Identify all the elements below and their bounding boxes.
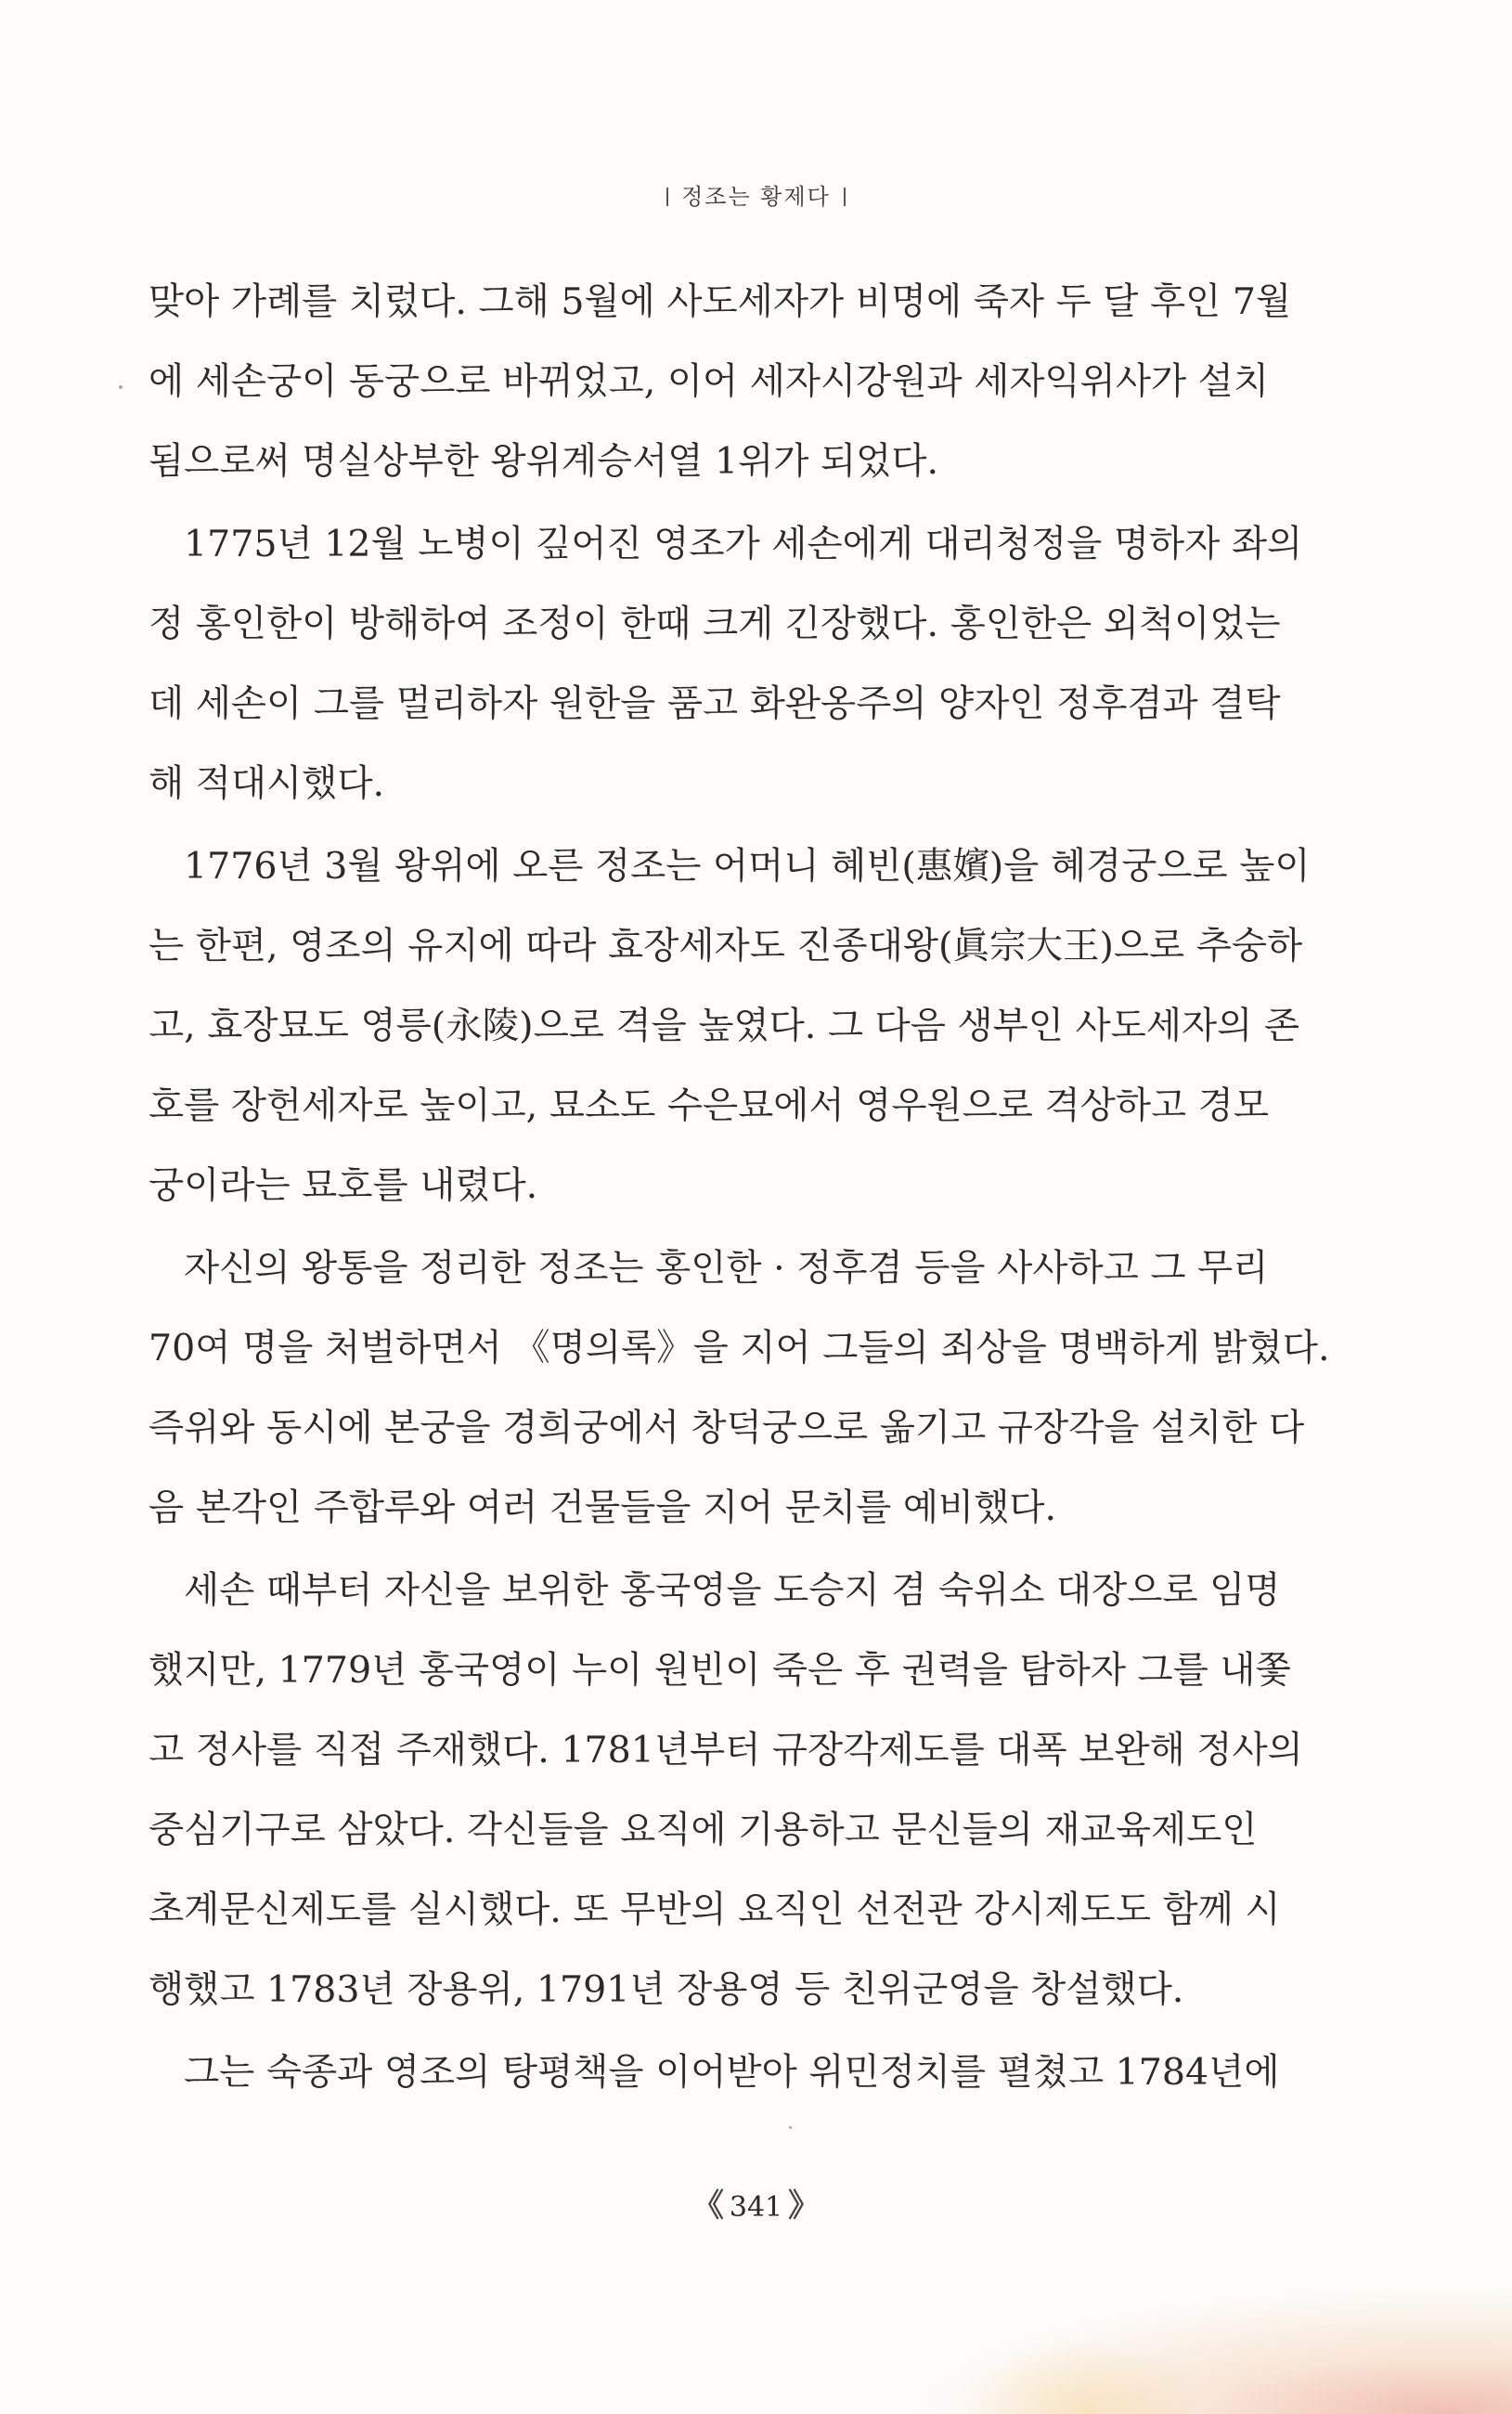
text-line: 했지만, 1779년 홍국영이 누이 원빈이 죽은 후 권력을 탐하자 그를 내쫓 bbox=[149, 1649, 1291, 1692]
text-line: 정 홍인한이 방해하여 조정이 한때 크게 긴장했다. 홍인한은 외척이었는 bbox=[149, 603, 1281, 645]
paragraph bbox=[149, 504, 1303, 824]
running-head-left-bar bbox=[666, 188, 668, 206]
paragraph bbox=[149, 1551, 1303, 2030]
text-line: 초계문신제도를 실시했다. 또 무반의 요직인 선전관 강시제도도 함께 시 bbox=[149, 1888, 1281, 1931]
text-line: 그는 숙종과 영조의 탕평책을 이어받아 위민정치를 펼쳤고 1784년에 bbox=[184, 2051, 1280, 2094]
text-line: 1775년 12월 노병이 깊어진 영조가 세손에게 대리청정을 명하자 좌의 bbox=[184, 523, 1303, 565]
folio-right-ornament: 》 bbox=[788, 2187, 821, 2225]
text-line: 해 적대시했다. bbox=[149, 762, 385, 805]
text-line: 자신의 왕통을 정리한 정조는 홍인한 · 정후겸 등을 사사하고 그 무리 bbox=[184, 1247, 1269, 1290]
scan-speck bbox=[119, 385, 123, 389]
text-line: 에 세손궁이 동궁으로 바뀌었고, 이어 세자시강원과 세자익위사가 설치 bbox=[149, 360, 1270, 403]
folio-left-ornament: 《 bbox=[691, 2187, 724, 2225]
running-head-title: 정조는 황제다 bbox=[681, 184, 831, 210]
text-line: 는 한편, 영조의 유지에 따라 효장세자도 진종대왕(眞宗大王)으로 추숭하 bbox=[149, 925, 1303, 967]
text-line: 됨으로써 명실상부한 왕위계승서열 1위가 되었다. bbox=[149, 440, 939, 483]
text-line: 중심기구로 삼았다. 각신들을 요직에 기용하고 문신들의 재교육제도인 bbox=[149, 1809, 1258, 1851]
body-text bbox=[149, 262, 1330, 2112]
text-line: 세손 때부터 자신을 보위한 홍국영을 도승지 겸 숙위소 대장으로 임명 bbox=[184, 1569, 1281, 1612]
page-number-text: 341 bbox=[729, 2191, 783, 2224]
text-line: 행했고 1783년 장용위, 1791년 장용영 등 친위군영을 창설했다. bbox=[149, 1968, 1184, 2011]
text-line: 맞아 가례를 치렀다. 그해 5월에 사도세자가 비명에 죽자 두 달 후인 7월 bbox=[149, 280, 1292, 323]
text-line: 70여 명을 처벌하면서 《명의록》을 지어 그들의 죄상을 명백하게 밝혔다. bbox=[149, 1327, 1330, 1369]
text-line: 데 세손이 그를 멀리하자 원한을 품고 화완옹주의 양자인 정후겸과 결탁 bbox=[149, 682, 1281, 725]
paragraph bbox=[149, 2032, 1280, 2112]
text-line: 음 본각인 주합루와 여러 건물들을 지어 문치를 예비했다. bbox=[149, 1486, 1057, 1529]
scan-speck bbox=[789, 2126, 792, 2129]
paragraph bbox=[149, 262, 1292, 501]
text-line: 고 정사를 직접 주재했다. 1781년부터 규장각제도를 대폭 보완해 정사의 bbox=[149, 1729, 1303, 1772]
text-line: 궁이라는 묘호를 내렸다. bbox=[149, 1164, 538, 1207]
text-line: 1776년 3월 왕위에 오른 정조는 어머니 혜빈(惠嬪)을 혜경궁으로 높이 bbox=[184, 845, 1311, 888]
text-line: 고, 효장묘도 영릉(永陵)으로 격을 높였다. 그 다음 생부인 사도세자의 존 bbox=[149, 1005, 1300, 1047]
paragraph bbox=[149, 1228, 1330, 1548]
running-head-right-bar bbox=[844, 188, 846, 206]
paragraph bbox=[149, 826, 1311, 1226]
text-line: 즉위와 동시에 본궁을 경희궁에서 창덕궁으로 옮기고 규장각을 설치한 다 bbox=[149, 1407, 1305, 1449]
page-number bbox=[0, 2180, 1512, 2226]
page-corner-stain bbox=[964, 2340, 1206, 2414]
running-head bbox=[0, 178, 1512, 211]
text-line: 호를 장헌세자로 높이고, 묘소도 수은묘에서 영우원으로 격상하고 경모 bbox=[149, 1084, 1270, 1127]
